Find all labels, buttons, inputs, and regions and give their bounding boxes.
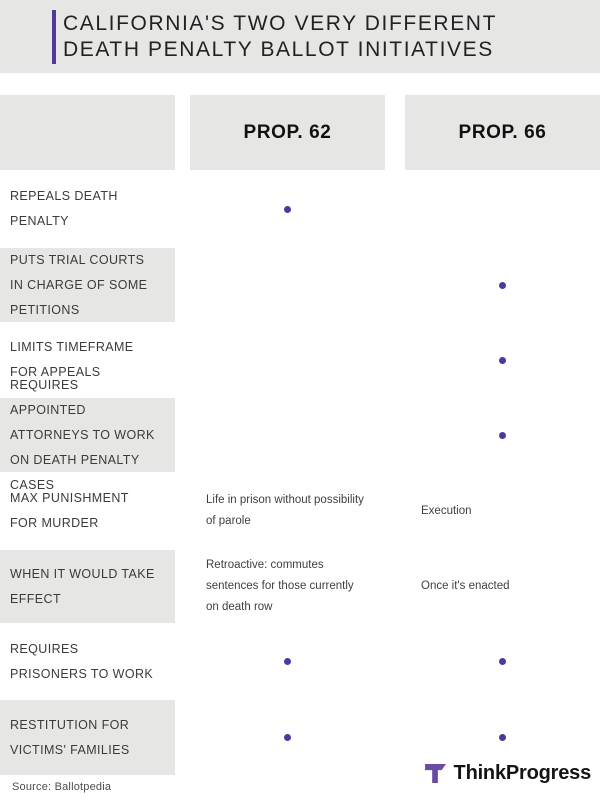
provision-dot-icon [499, 432, 506, 439]
table-row [0, 170, 600, 248]
table-row [0, 550, 600, 623]
table-row [0, 623, 600, 700]
row-label: REPEALS DEATH PENALTY [10, 189, 118, 228]
table-row [0, 472, 600, 550]
row-label: WHEN IT WOULD TAKE EFFECT [0, 550, 175, 623]
row-label: MAX PUNISHMENT FOR MURDER [10, 491, 129, 530]
table-row [0, 248, 600, 322]
thinkprogress-t-icon [425, 764, 446, 783]
title-accent-bar [52, 10, 56, 64]
prop62-cell [190, 248, 385, 322]
prop66-cell: Once it's enacted [421, 580, 510, 592]
row-label: REQUIRES PRISONERS TO WORK [10, 641, 154, 681]
prop62-cell: Life in prison without possibility of parole [206, 494, 364, 527]
provision-dot-icon [499, 282, 506, 289]
prop66-cell [405, 623, 600, 700]
table-row [0, 377, 600, 492]
provision-dot-icon [499, 658, 506, 665]
title-block [0, 0, 600, 73]
prop66-cell [405, 170, 600, 248]
table-header-row [0, 95, 600, 170]
page-title-line2: DEATH PENALTY BALLOT INITIATIVES [63, 38, 494, 61]
provision-dot-icon [284, 734, 291, 741]
provision-dot-icon [499, 357, 506, 364]
page-title-line1: CALIFORNIA'S TWO VERY DIFFERENT [63, 12, 497, 35]
row-label: LIMITS TIMEFRAME FOR APPEALS [10, 340, 134, 379]
row-label: RESTITUTION FOR VICTIMS' FAMILIES [0, 700, 175, 775]
prop62-cell [190, 322, 385, 398]
header-cell-prop66: PROP. 66 [405, 95, 600, 170]
prop62-cell [190, 398, 385, 472]
thinkprogress-logo [425, 762, 591, 785]
provision-dot-icon [284, 658, 291, 665]
provision-dot-icon [499, 734, 506, 741]
header-cell-prop62: PROP. 62 [190, 95, 385, 170]
provision-dot-icon [284, 206, 291, 213]
prop62-cell [190, 700, 385, 775]
prop62-cell: Retroactive: commutes sentences for those currently on death row [206, 559, 354, 613]
prop66-cell [405, 248, 600, 322]
brand-name: ThinkProgress [453, 762, 591, 784]
prop62-cell [190, 170, 385, 248]
source-credit: Source: Ballotpedia [12, 781, 112, 793]
page-title [63, 11, 497, 63]
header-cell-empty [0, 95, 175, 170]
comparison-table [0, 170, 600, 775]
prop62-cell [190, 623, 385, 700]
prop66-cell [405, 398, 600, 472]
row-label: REQUIRES APPOINTED ATTORNEYS TO WORK ON DEATH PENALTY CASES [0, 398, 175, 472]
row-label: PUTS TRIAL COURTS IN CHARGE OF SOME PETITIONS [0, 248, 175, 322]
prop66-cell [405, 322, 600, 398]
prop66-cell: Execution [421, 504, 472, 517]
